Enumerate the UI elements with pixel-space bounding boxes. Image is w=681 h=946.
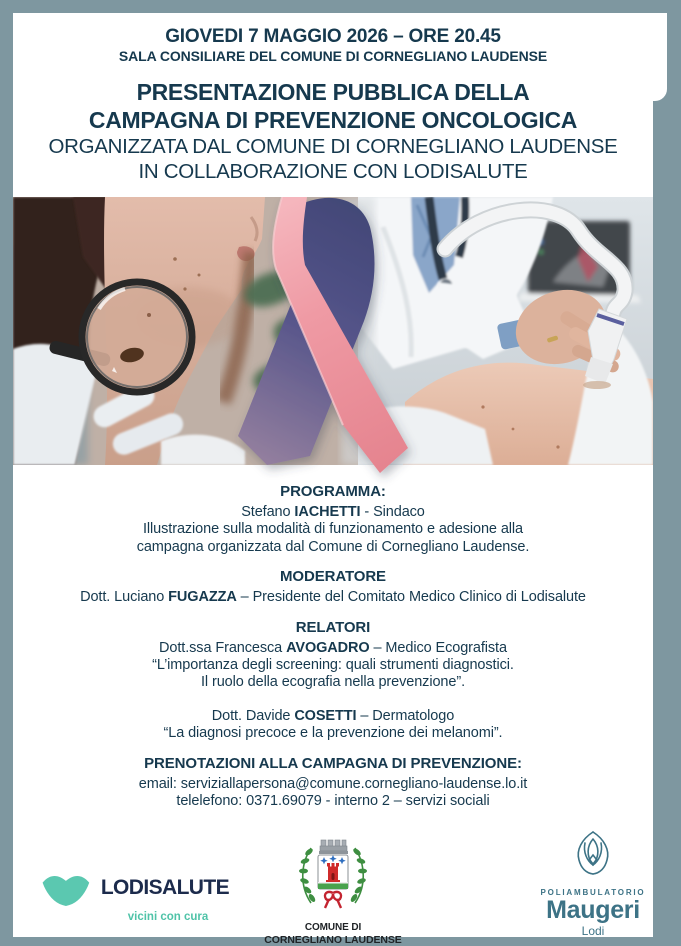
- page-corner-tab: [653, 13, 667, 101]
- lodisalute-tagline: vicini con cura: [127, 911, 209, 923]
- relatori-speaker1-quote1: “L’importanza degli screening: quali strumenti diagnostici.: [152, 657, 514, 674]
- moderatore-speaker: [13, 589, 653, 606]
- relatori-heading: RELATORI: [295, 618, 371, 636]
- lodisalute-wordmark: LODISALUTE: [100, 876, 229, 899]
- spacer: [13, 692, 653, 708]
- email-label: email:: [138, 775, 181, 792]
- speaker-pre: Stefano: [241, 504, 295, 520]
- comune-name-line1: COMUNE DI: [304, 922, 362, 933]
- email-address: serviziallapersona@comune.cornegliano-laudense.lo.it: [180, 775, 528, 792]
- comune-crest-icon: [295, 835, 371, 915]
- maugeri-line1: POLIAMBULATORIO: [540, 888, 646, 897]
- prenotazioni-phone: [13, 793, 653, 810]
- red-tower: [326, 863, 340, 883]
- moderatore-heading: MODERATORE: [280, 568, 386, 586]
- speaker-name: COSETTI: [294, 707, 357, 724]
- lodisalute-shell-icon: [39, 867, 93, 909]
- event-subtitle-line2: IN COLLABORAZIONE CON LODISALUTE: [138, 160, 528, 183]
- programma-desc-line2: campagna organizzata dal Comune di Cornegliano Laudense.: [136, 538, 530, 555]
- flyer-header: [13, 25, 653, 184]
- shield-divider: [318, 882, 348, 884]
- phone-label: telelefono:: [176, 793, 247, 810]
- comune-name-line2: CORNEGLIANO LAUDENSE: [264, 934, 402, 946]
- speaker-pre: Dott. Davide: [211, 707, 295, 724]
- relatori-speaker1-quote2: Il ruolo della ecografia nella prevenzione”.: [200, 674, 465, 691]
- footer-logos: [13, 821, 653, 946]
- maugeri-wordmark: Maugeri: [546, 896, 640, 924]
- programma-heading: PROGRAMMA:: [280, 483, 386, 500]
- speaker-role: – Medico Ecografista: [369, 639, 507, 656]
- maugeri-logo: [533, 829, 653, 938]
- comune-logo: [253, 835, 413, 946]
- speaker-role: – Presidente del Comitato Medico Clinico di Lodisalute: [236, 589, 586, 606]
- maugeri-city: Lodi: [581, 924, 605, 938]
- speaker-name: FUGAZZA: [168, 589, 237, 606]
- speaker-role: – Dermatologo: [356, 707, 455, 724]
- relatori-speaker2: [13, 708, 653, 725]
- maugeri-tulip-icon: [569, 829, 617, 879]
- program-text: [13, 478, 653, 810]
- speaker-name: AVOGADRO: [286, 639, 370, 656]
- lodisalute-logo: [39, 867, 229, 923]
- programma-desc-line1: Illustrazione sulla modalità di funzionamento e adesione alla: [143, 521, 523, 538]
- mural-crown: [319, 840, 348, 854]
- awareness-ribbon-icon: [225, 197, 420, 497]
- relatori-speaker2-quote1: “La diagnosi precoce e la prevenzione dei melanomi”.: [163, 725, 503, 742]
- event-title-line2: CAMPAGNA DI PREVENZIONE ONCOLOGICA: [88, 107, 578, 133]
- event-subtitle-line1: ORGANIZZATA DAL COMUNE DI CORNEGLIANO LAUDENSE: [48, 135, 618, 158]
- flyer-card: [13, 13, 653, 946]
- ribbon-bow: [325, 892, 341, 908]
- prenotazioni-heading: PRENOTAZIONI ALLA CAMPAGNA DI PREVENZIONE:: [144, 754, 522, 772]
- event-title-line1: PRESENTAZIONE PUBBLICA DELLA: [136, 79, 530, 105]
- programma-speaker: [13, 504, 653, 521]
- speaker-pre: Dott. Luciano: [80, 589, 169, 606]
- event-date: GIOVEDI 7 MAGGIO 2026 – ORE 20.45: [165, 26, 501, 47]
- phone-number: 0371.69079 - interno 2 – servizi sociali: [246, 793, 490, 810]
- speaker-role: - Sindaco: [360, 504, 425, 520]
- speaker-name: IACHETTI: [294, 504, 361, 520]
- speaker-pre: Dott.ssa Francesca: [159, 639, 287, 656]
- relatori-speaker1: [13, 640, 653, 657]
- event-venue: SALA CONSILIARE DEL COMUNE DI CORNEGLIANO LAUDENSE: [118, 48, 548, 64]
- shield-green-base: [318, 884, 348, 890]
- prenotazioni-email: [13, 776, 653, 793]
